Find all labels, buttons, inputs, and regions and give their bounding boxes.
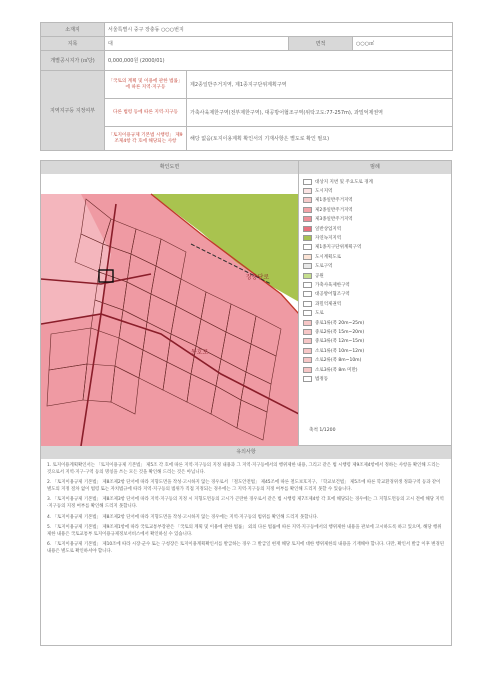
legend-item <box>303 280 451 289</box>
legend-item <box>303 337 451 346</box>
legend-item <box>303 271 451 280</box>
notes-body <box>41 459 451 564</box>
notes-section <box>40 446 452 646</box>
map-label-1: 장충단로 <box>246 274 270 281</box>
zoning-value-national: 제2종일반주거지역, 제1종지구단위계획구역 <box>187 71 453 99</box>
note-item: 6. 「토지이용규제 기본법」 제10조에 따라 시장·군수 또는 구청장은 토지이용계획확인서를 발급하는 경우 그 발급일 현재 해당 토지에 대한 행위제한의 내용을 기재해야 합니다. 다만, 확인서 발급 이후 변경된 내용은 별도로 확인하셔야 합니다. <box>47 542 444 554</box>
legend-item <box>303 177 451 186</box>
legend-label: 도로 <box>315 311 324 317</box>
zoning-category-other: 다른 법령 등에 따른 지역·지구등 <box>105 99 187 127</box>
land-price-row <box>41 51 453 71</box>
map-header: 확인도면 <box>41 161 299 174</box>
legend-label: 중로3류(폭 12m~15m) <box>315 339 365 345</box>
map-label-2: 동호로 <box>191 349 209 356</box>
legend-label: 제1종지구단위계획구역 <box>315 245 362 251</box>
legend-item <box>303 252 451 261</box>
legend-item <box>303 374 451 383</box>
legend-swatch <box>303 216 312 222</box>
legend-swatch <box>303 207 312 213</box>
legend-label: 공원 <box>315 273 324 279</box>
legend-item <box>303 327 451 336</box>
legend-label: 소로3류(폭 8m 미만) <box>315 367 358 373</box>
legend-item <box>303 346 451 355</box>
legend-label: 제3종일반주거지역 <box>315 217 353 223</box>
legend-item <box>303 318 451 327</box>
legend-label: 일반상업지역 <box>315 226 342 232</box>
note-item: 4. 「토지이용규제 기본법」 제8조제2항 단서에 따라 지형도면을 작성·고시하지 않는 경우에는 지역·지구등의 범위를 확인해 드리지 못합니다. <box>47 514 319 520</box>
legend-item <box>303 196 451 205</box>
legend-item <box>303 365 451 374</box>
map-scale: 축척 1/1200 <box>309 428 336 433</box>
legend-label: 중로2류(폭 15m~20m) <box>315 329 365 335</box>
zoning-row-1 <box>41 71 453 99</box>
legend-item <box>303 224 451 233</box>
legend-item <box>303 290 451 299</box>
legend-label: 도시지역 <box>315 189 333 195</box>
legend-label: 대상지 지번 및 주요도로 경계 <box>315 179 373 185</box>
legend-item <box>303 243 451 252</box>
legend-label: 도로구역 <box>315 264 333 270</box>
note-item: 3. 「토지이용규제 기본법」 제8조제3항 단서에 따라 지역·지구등의 지정 시 지형도면등의 고시가 곤란한 경우로서 같은 법 시행령 제7조제4항 각 호에 해당되는 경우에는 그 지형도면등의 고시 전에 해당 지역·지구등의 지정 여부를 확인해 드리지 못합니다. <box>47 497 444 509</box>
legend-label: 과밀억제권역 <box>315 301 342 307</box>
land-category-label: 지목 <box>41 37 105 51</box>
land-category-row <box>41 37 453 51</box>
legend-swatch <box>303 244 312 250</box>
legend-swatch <box>303 301 312 307</box>
legend-swatch <box>303 367 312 373</box>
legend-swatch <box>303 357 312 363</box>
legend-list <box>303 177 451 384</box>
legend-swatch <box>303 226 312 232</box>
address-value: 서울특별시 중구 장충동 ○○○번지 <box>105 23 453 37</box>
legend-swatch <box>303 263 312 269</box>
legend-swatch <box>303 179 312 185</box>
legend-item <box>303 355 451 364</box>
zoning-label: 지역지구등 지정여부 <box>41 71 105 151</box>
address-label: 소재지 <box>41 23 105 37</box>
legend-label: 도시계획도로 <box>315 254 342 260</box>
land-price-value: 0,000,000원 (2000/01) <box>105 51 453 71</box>
cadastral-map <box>41 174 299 446</box>
map-drawing <box>41 174 299 446</box>
legend-label: 대공방어협조구역 <box>315 292 350 298</box>
legend-item <box>303 205 451 214</box>
legend-label: 소로1류(폭 10m~12m) <box>315 348 365 354</box>
legend-swatch <box>303 273 312 279</box>
legend-swatch <box>303 376 312 382</box>
legend-swatch <box>303 320 312 326</box>
area-label: 면적 <box>289 37 353 51</box>
legend-swatch <box>303 329 312 335</box>
map-section <box>40 160 452 446</box>
legend-label: 법정동 <box>315 376 329 382</box>
legend-swatch <box>303 254 312 260</box>
legend-item <box>303 308 451 317</box>
legend-item <box>303 186 451 195</box>
legend-item <box>303 262 451 271</box>
zoning-value-other: 가축사육제한구역(전부제한구역), 대공방어협조구역(위탁고도:77-257m), 과밀억제권역 <box>187 99 453 127</box>
legend-swatch <box>303 291 312 297</box>
legend-swatch <box>303 197 312 203</box>
zoning-value-decree: 해당 없음(토지이용계획 확인서의 기재사항은 별도로 확인 필요) <box>187 127 453 151</box>
note-item: 2. 「토지이용규제 기본법」 제8조제2항 단서에 따라 지형도면을 작성·고시하지 않는 경우로서 「철도안전법」 제45조에 따른 철도보호지구, 「학교보건법」 제5조에 따른 학교환경위생 정화구역 등과 같이 별도의 지정 절차 없이 법령 또는 자치법규에 따라 지역·지구등의 범위가 직접 지정되는 경우에는 그 지역·지구등의 지정 여부를 확인해 드리지 못할 수 있습니다. <box>47 480 441 492</box>
legend-swatch <box>303 310 312 316</box>
address-row <box>41 23 453 37</box>
land-info-table <box>40 22 453 151</box>
legend-swatch <box>303 188 312 194</box>
zoning-category-decree: 「토지이용규제 기본법 시행령」 제9조제4항 각 호에 해당되는 사항 <box>105 127 187 151</box>
legend-item <box>303 299 451 308</box>
document-page <box>40 22 452 670</box>
zoning-category-national: 「국토의 계획 및 이용에 관한 법률」에 따른 지역·지구등 <box>105 71 187 99</box>
legend-header: 범례 <box>299 161 451 174</box>
area-value: ○○○㎡ <box>353 37 453 51</box>
legend-swatch <box>303 338 312 344</box>
legend-label: 중로1류(폭 20m~25m) <box>315 320 365 326</box>
legend-swatch <box>303 282 312 288</box>
legend-item <box>303 215 451 224</box>
legend-label: 가축사육제한구역 <box>315 282 350 288</box>
notes-header: 유의사항 <box>41 446 451 459</box>
legend-item <box>303 233 451 242</box>
legend-label: 제1종일반주거지역 <box>315 198 353 204</box>
legend-swatch <box>303 235 312 241</box>
legend-label: 제2종일반주거지역 <box>315 207 353 213</box>
legend-swatch <box>303 348 312 354</box>
legend-label: 자연녹지지역 <box>315 236 342 242</box>
legend-label: 소로2류(폭 8m~10m) <box>315 358 362 364</box>
land-category-value: 대 <box>105 37 289 51</box>
note-item: 1. 토지이용계획확인서는 「토지이용규제 기본법」 제5조 각 호에 따른 지역·지구등의 지정 내용과 그 지역·지구등에서의 행위제한 내용, 그리고 같은 법 시행령 제9조제4항에서 정하는 사항을 확인해 드리는 것으로서 지역·지구·구역 등의 명칭을 쓰는 모든 것을 확인해 드리는 것은 아닙니다. <box>47 463 440 475</box>
land-price-label: 개별공시지가 (㎡당) <box>41 51 105 71</box>
note-item: 5. 「토지이용규제 기본법」 제9조제1항에 따라 국토교통부장관은 「국토의 계획 및 이용에 관한 법률」 외의 다른 법률에 따른 지역·지구등에서의 행위제한 내용을 관보에 고시하도록 하고 있으며, 해당 행위제한 내용은 국토교통부 토지이용규제정보서비스에서 확인하실 수 있습니다. <box>47 525 442 537</box>
